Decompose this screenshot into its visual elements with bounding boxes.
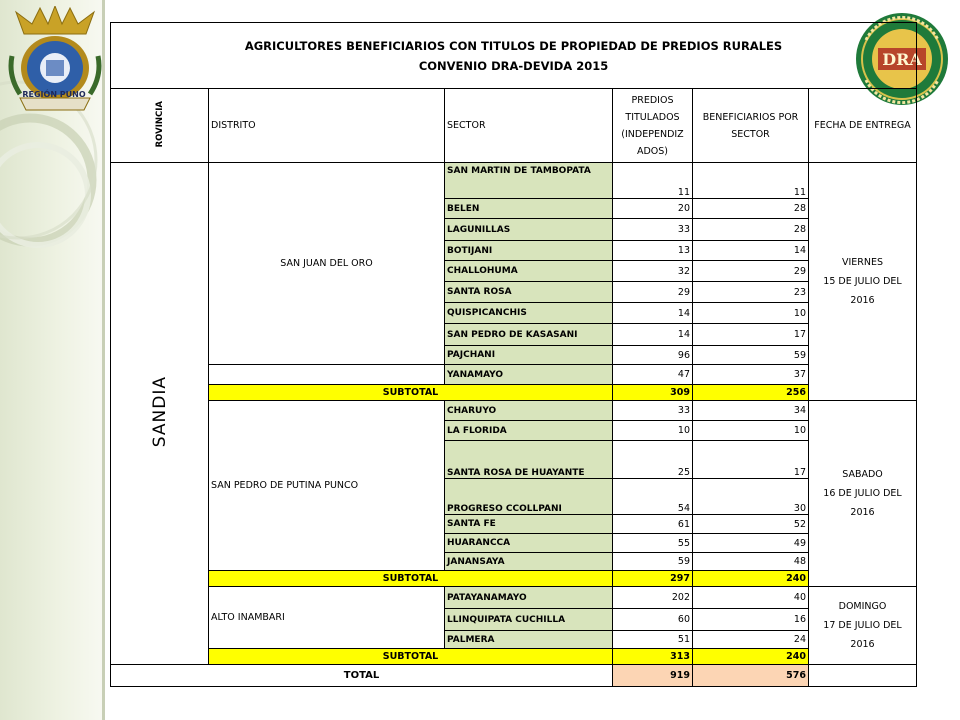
fecha-line: 2016 xyxy=(850,295,875,306)
sector-cell: PROGRESO CCOLLPANI xyxy=(445,479,613,515)
sector-cell: LLINQUIPATA CUCHILLA xyxy=(445,609,613,631)
predios-cell: 10 xyxy=(613,421,693,441)
sector-cell: CHALLOHUMA xyxy=(445,261,613,282)
sector-cell: PATAYANAMAYO xyxy=(445,587,613,609)
sector-cell: LAGUNILLAS xyxy=(445,219,613,241)
predios-cell: 51 xyxy=(613,631,693,649)
region-puno-caption: REGIÓN PUNO xyxy=(22,90,86,99)
col-distrito: DISTRITO xyxy=(209,89,445,163)
beneficiarios-cell: 48 xyxy=(693,553,809,571)
sector-cell: JANANSAYA xyxy=(445,553,613,571)
sector-cell: SANTA ROSA xyxy=(445,282,613,303)
predios-cell: 61 xyxy=(613,515,693,534)
table-row xyxy=(111,401,917,421)
beneficiarios-cell: 49 xyxy=(693,534,809,553)
fecha-line: 2016 xyxy=(850,507,875,518)
predios-cell: 32 xyxy=(613,261,693,282)
beneficiarios-cell: 30 xyxy=(693,479,809,515)
fecha-line: VIERNES xyxy=(841,257,884,268)
table-title xyxy=(111,23,917,89)
beneficiarios-cell: 37 xyxy=(693,365,809,385)
predios-cell: 59 xyxy=(613,553,693,571)
beneficiarios-cell: 28 xyxy=(693,199,809,219)
title-line-1: AGRICULTORES BENEFICIARIOS CON TITULOS DE PROPIEDAD DE PREDIOS RURALES xyxy=(244,38,783,53)
distrito-cell: SAN PEDRO DE PUTINA PUNCO xyxy=(209,401,445,571)
sector-cell: QUISPICANCHIS xyxy=(445,303,613,324)
total-beneficiarios: 576 xyxy=(693,665,809,687)
title-line-2: CONVENIO DRA-DEVIDA 2015 xyxy=(418,58,609,73)
col-sector: SECTOR xyxy=(445,89,613,163)
distrito-cell: ALTO INAMBARI xyxy=(209,587,445,649)
subtotal-beneficiarios: 256 xyxy=(693,385,809,401)
sector-cell: PALMERA xyxy=(445,631,613,649)
sector-cell: BOTIJANI xyxy=(445,241,613,261)
subtotal-label: SUBTOTAL xyxy=(209,649,613,665)
distrito-cell-empty xyxy=(209,365,445,385)
sector-cell: CHARUYO xyxy=(445,401,613,421)
beneficiarios-cell: 16 xyxy=(693,609,809,631)
beneficiarios-cell: 11 xyxy=(693,163,809,199)
predios-cell: 14 xyxy=(613,303,693,324)
subtotal-row xyxy=(111,571,917,587)
fecha-line: DOMINGO xyxy=(838,601,887,612)
sector-cell: SANTA FE xyxy=(445,515,613,534)
subtotal-beneficiarios: 240 xyxy=(693,571,809,587)
beneficiarios-cell: 40 xyxy=(693,587,809,609)
beneficiarios-cell: 34 xyxy=(693,401,809,421)
subtotal-label: SUBTOTAL xyxy=(209,385,613,401)
predios-cell: 55 xyxy=(613,534,693,553)
fecha-line: 17 DE JULIO DEL xyxy=(823,620,902,631)
sector-cell: LA FLORIDA xyxy=(445,421,613,441)
beneficiarios-cell: 24 xyxy=(693,631,809,649)
sector-cell: SAN PEDRO DE KASASANI xyxy=(445,324,613,346)
subtotal-row xyxy=(111,649,917,665)
sector-cell: YANAMAYO xyxy=(445,365,613,385)
predios-cell: 33 xyxy=(613,401,693,421)
predios-cell: 25 xyxy=(613,441,693,479)
col-fecha: FECHA DE ENTREGA xyxy=(809,89,917,163)
predios-cell: 33 xyxy=(613,219,693,241)
title-row xyxy=(111,23,917,89)
beneficiarios-table xyxy=(110,22,917,687)
beneficiarios-cell: 10 xyxy=(693,421,809,441)
dra-logo-text: DRA xyxy=(882,50,922,69)
fecha-line: 16 DE JULIO DEL xyxy=(823,488,902,499)
subtotal-predios: 313 xyxy=(613,649,693,665)
subtotal-predios: 297 xyxy=(613,571,693,587)
beneficiarios-cell: 52 xyxy=(693,515,809,534)
subtotal-predios: 309 xyxy=(613,385,693,401)
predios-cell: 202 xyxy=(613,587,693,609)
region-puno-logo xyxy=(6,6,104,120)
predios-cell: 14 xyxy=(613,324,693,346)
sector-cell: SANTA ROSA DE HUAYANTE xyxy=(445,441,613,479)
beneficiarios-cell: 10 xyxy=(693,303,809,324)
sector-cell: PAJCHANI xyxy=(445,346,613,365)
total-row xyxy=(111,665,917,687)
col-predios: PREDIOS TITULADOS (INDEPENDIZ ADOS) xyxy=(613,89,693,163)
beneficiarios-cell: 28 xyxy=(693,219,809,241)
provincia-name: SANDIA xyxy=(149,376,170,448)
distrito-cell: SAN JUAN DEL ORO xyxy=(209,163,445,365)
predios-cell: 11 xyxy=(613,163,693,199)
header-row xyxy=(111,89,917,163)
total-label: TOTAL xyxy=(111,665,613,687)
beneficiarios-cell: 17 xyxy=(693,324,809,346)
subtotal-beneficiarios: 240 xyxy=(693,649,809,665)
predios-cell: 54 xyxy=(613,479,693,515)
subtotal-row xyxy=(111,385,917,401)
sector-cell: SAN MARTIN DE TAMBOPATA xyxy=(445,163,613,199)
beneficiarios-cell: 17 xyxy=(693,441,809,479)
fecha-cell xyxy=(809,401,917,587)
fecha-cell xyxy=(809,163,917,401)
fecha-line: SABADO xyxy=(842,469,883,480)
predios-cell: 47 xyxy=(613,365,693,385)
table-row xyxy=(111,365,917,385)
predios-cell: 60 xyxy=(613,609,693,631)
col-beneficiarios: BENEFICIARIOS POR SECTOR xyxy=(693,89,809,163)
total-empty xyxy=(809,665,917,687)
sector-cell: BELEN xyxy=(445,199,613,219)
table-row xyxy=(111,163,917,199)
table-row xyxy=(111,587,917,609)
predios-cell: 96 xyxy=(613,346,693,365)
sector-cell: HUARANCCA xyxy=(445,534,613,553)
beneficiarios-cell: 14 xyxy=(693,241,809,261)
fecha-cell xyxy=(809,587,917,665)
beneficiarios-cell: 59 xyxy=(693,346,809,365)
provincia-cell xyxy=(111,163,209,665)
predios-cell: 13 xyxy=(613,241,693,261)
col-provincia-label: ROVINCIA xyxy=(154,100,165,148)
total-predios: 919 xyxy=(613,665,693,687)
beneficiarios-cell: 23 xyxy=(693,282,809,303)
fecha-line: 2016 xyxy=(850,639,875,650)
fecha-line: 15 DE JULIO DEL xyxy=(823,276,902,287)
beneficiarios-cell: 29 xyxy=(693,261,809,282)
predios-cell: 20 xyxy=(613,199,693,219)
col-provincia xyxy=(111,89,209,163)
predios-cell: 29 xyxy=(613,282,693,303)
subtotal-label: SUBTOTAL xyxy=(209,571,613,587)
